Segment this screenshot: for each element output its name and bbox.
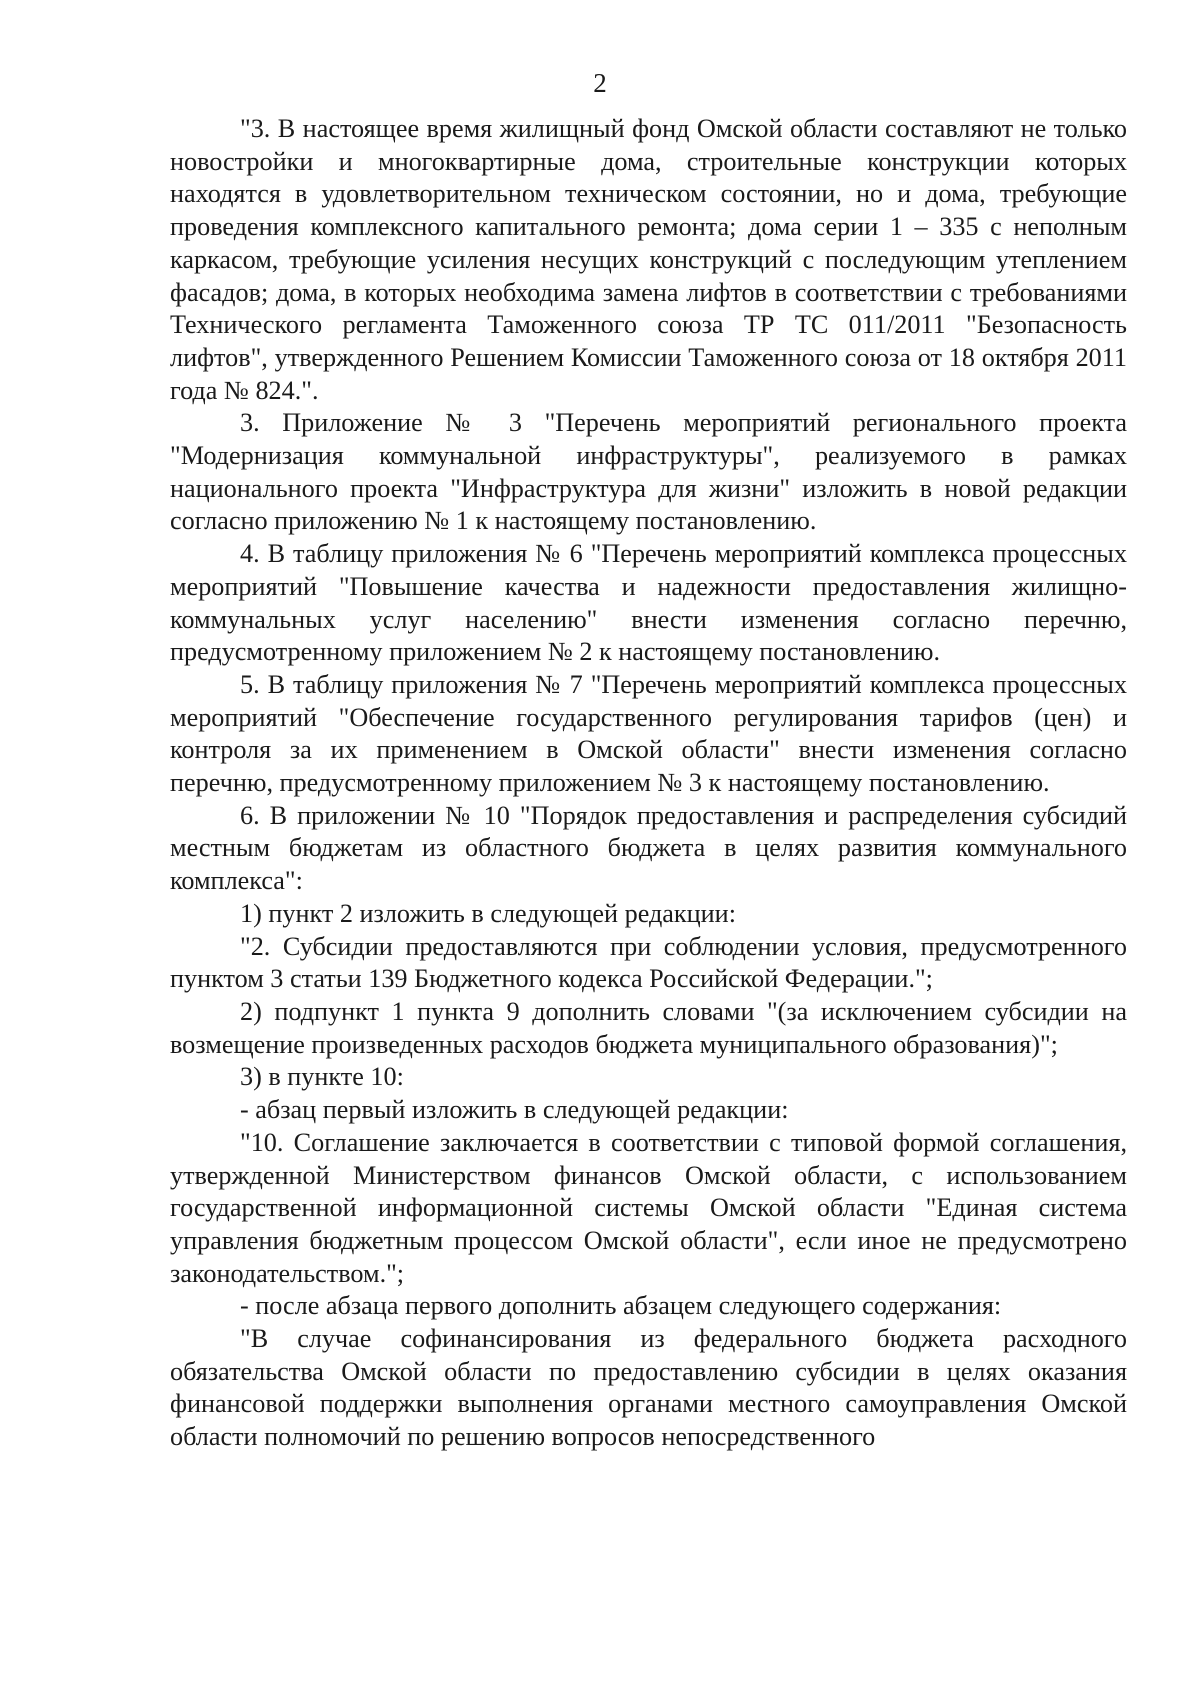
paragraph-quote-item-2: "2. Субсидии предоставляются при соблюдении условия, предусмотренного пунктом 3 статьи 139 Бюджетного кодекса Российской Федерации.";	[170, 931, 1127, 994]
paragraph-cofinancing-quote: "В случае софинансирования из федерального бюджета расходного обязательства Омской области по предоставлению субсидии в целях оказания финансовой поддержки выполнения органами местного самоуправления Омской области полномочий по решению вопросов непосредственного	[170, 1324, 1127, 1452]
paragraph-point-4-annex-6: 4. В таблицу приложения № 6 "Перечень мероприятий комплекса процессных мероприятий "Повышение качества и надежности предоставления жилищно-коммунальных услуг населению" внести изменения согласно перечню, предусмотренному приложением № 2 к настоящему постановлению.	[170, 539, 1127, 667]
paragraph-subpoint-3: 3) в пункте 10:	[240, 1062, 404, 1092]
paragraph-point-6-annex-10: 6. В приложении № 10 "Порядок предоставления и распределения субсидий местным бюджетам из областного бюджета в целях развития коммунального комплекса":	[170, 800, 1127, 896]
paragraph-subpoint-2: 2) подпункт 1 пункта 9 дополнить словами "(за исключением субсидии на возмещение произведенных расходов бюджета муниципального образования)";	[170, 996, 1127, 1059]
paragraph-after-first-abzats: - после абзаца первого дополнить абзацем следующего содержания:	[240, 1291, 1002, 1321]
document-body	[170, 113, 1127, 1454]
paragraph-item-3-housing-stock: "3. В настоящее время жилищный фонд Омской области составляют не только новостройки и многоквартирные дома, строительные конструкции которых находятся в удовлетворительном техническом состоянии, но и дома, требующие проведения комплексного капитального ремонта; дома серии 1 – 335 с неполным каркасом, требующие усиления несущих конструкций с последующим утеплением фасадов; дома, в которых необходима замена лифтов в соответствии с требованиями Технического регламента Таможенного союза ТР ТС 011/2011 "Безопасность лифтов", утвержденного Решением Комиссии Таможенного союза от 18 октября 2011 года № 824.".	[170, 114, 1127, 405]
paragraph-point-5-annex-7: 5. В таблицу приложения № 7 "Перечень мероприятий комплекса процессных мероприятий "Обеспечение государственного регулирования тарифов (цен) и контроля за их применением в Омской области" внести изменения согласно перечню, предусмотренному приложением № 3 к настоящему постановлению.	[170, 669, 1127, 798]
paragraph-quote-item-10: "10. Соглашение заключается в соответствии с типовой формой соглашения, утвержденной Министерством финансов Омской области, с использованием государственной информационной системы Омской области "Единая система управления бюджетным процессом Омской области", если иное не предусмотрено законодательством.";	[170, 1127, 1127, 1288]
page-number: 2	[593, 68, 607, 98]
paragraph-subpoint-1: 1) пункт 2 изложить в следующей редакции:	[240, 898, 736, 928]
paragraph-point-3-annex-3: 3. Приложение № 3 "Перечень мероприятий регионального проекта "Модернизация коммунальной инфраструктуры", реализуемого в рамках национального проекта "Инфраструктура для жизни" изложить в новой редакции согласно приложению № 1 к настоящему постановлению.	[170, 408, 1127, 536]
paragraph-first-abzats: - абзац первый изложить в следующей редакции:	[240, 1095, 789, 1125]
